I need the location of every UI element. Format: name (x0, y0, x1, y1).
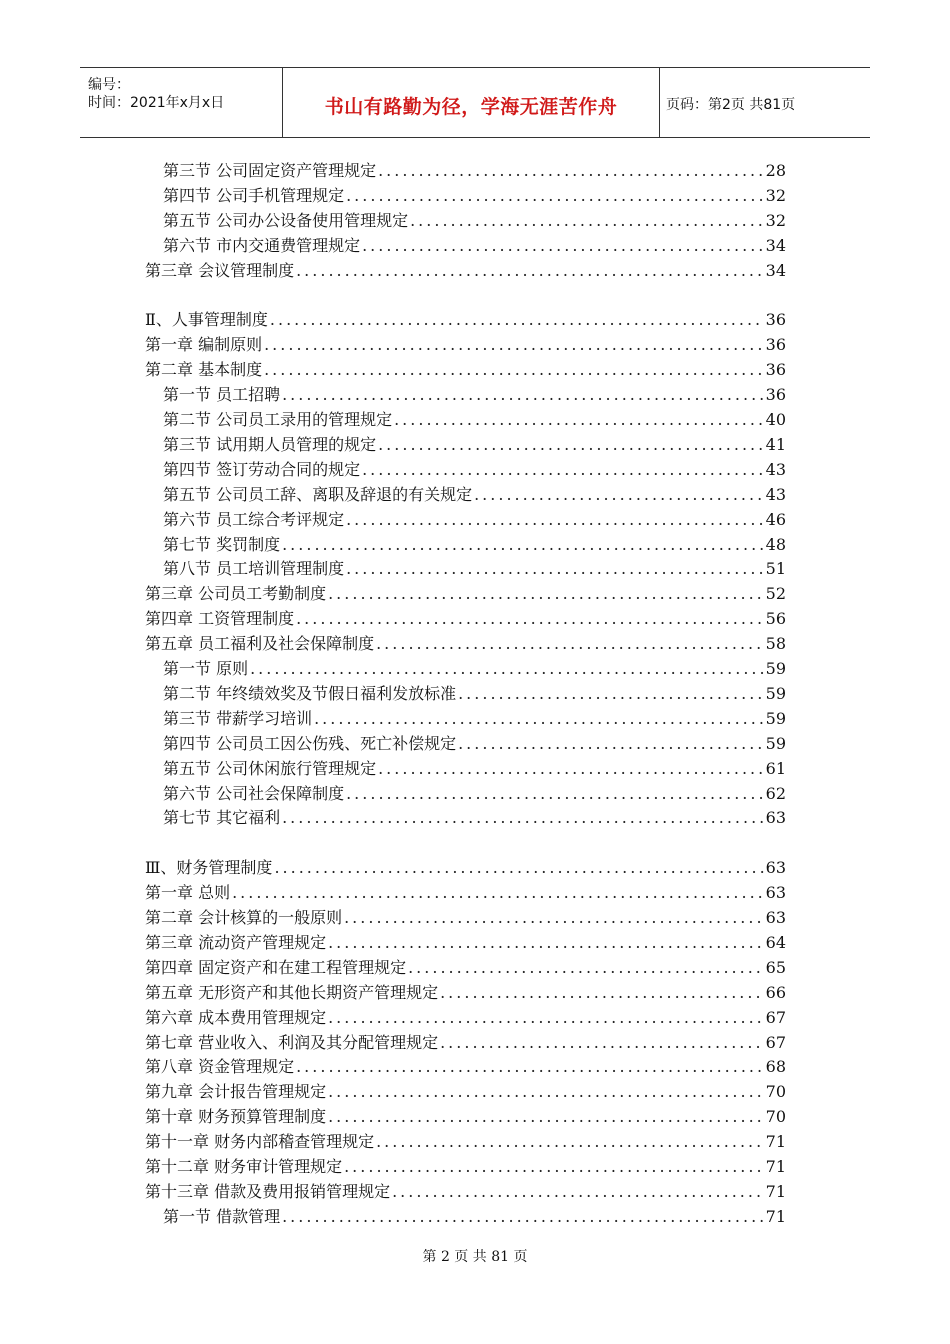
toc-dot-leader (362, 457, 764, 482)
toc-dot-leader (328, 1104, 764, 1129)
toc-dot-leader (346, 781, 764, 806)
toc-entry-page: 70 (765, 1082, 786, 1102)
motto-text: 书山有路勤为径，学海无涯苦作舟 (324, 96, 618, 118)
toc-entry-page: 43 (765, 484, 786, 504)
toc-entry-page: 36 (765, 310, 786, 330)
toc-entry[interactable] (163, 556, 786, 581)
toc-entry[interactable] (145, 1179, 786, 1204)
toc-dot-leader (296, 1054, 764, 1079)
toc-entry[interactable] (145, 880, 786, 905)
toc-dot-leader (328, 1005, 764, 1030)
toc-entry-title: 第一节 原则 (163, 659, 249, 678)
toc-entry-title: 第三节 试用期人员管理的规定 (163, 434, 377, 454)
toc-dot-leader (378, 158, 764, 183)
toc-entry-title: 第五节 公司办公设备使用管理规定 (163, 210, 409, 230)
toc-entry[interactable] (145, 1154, 786, 1179)
toc-entry[interactable] (163, 706, 786, 731)
toc-entry-title: 第十章 财务预算管理制度 (145, 1107, 327, 1127)
toc-entry-title: Ⅱ、人事管理制度 (145, 310, 268, 330)
toc-entry[interactable] (163, 183, 786, 208)
toc-entry-page: 59 (765, 708, 786, 728)
toc-entry-title: 第三章 公司员工考勤制度 (145, 584, 327, 604)
number-label: 编号： (88, 77, 130, 93)
toc-entry-title: 第六节 员工综合考评规定 (163, 509, 345, 529)
toc-dot-leader (296, 258, 764, 283)
toc-entry-title: 第八节 员工培训管理制度 (163, 559, 345, 579)
toc-dot-leader (474, 482, 764, 507)
toc-dot-leader (328, 581, 764, 606)
toc-entry-page: 32 (765, 210, 786, 230)
toc-entry-title: 第五章 员工福利及社会保障制度 (145, 634, 375, 654)
toc-entry-page: 67 (765, 1032, 786, 1052)
toc-entry-page: 52 (765, 584, 786, 604)
toc-entry-title: 第九章 会计报告管理规定 (145, 1082, 327, 1102)
toc-entry-page: 36 (765, 360, 786, 380)
toc-entry-page: 68 (765, 1057, 786, 1077)
toc-entry[interactable] (145, 357, 786, 382)
toc-dot-leader (274, 855, 763, 880)
toc-entry-title: 第十二章 财务审计管理规定 (145, 1157, 343, 1176)
toc-entry-page: 63 (765, 808, 786, 828)
toc-entry[interactable] (145, 905, 786, 930)
toc-entry[interactable] (163, 432, 786, 457)
toc-entry[interactable] (145, 1030, 786, 1055)
toc-entry[interactable] (145, 980, 786, 1005)
toc-entry-page: 71 (765, 1157, 786, 1176)
toc-entry[interactable] (145, 307, 786, 332)
header-meta-cell (80, 68, 283, 137)
toc-entry-title: 第五节 公司员工辞、离职及辞退的有关规定 (163, 484, 473, 504)
toc-dot-leader (440, 980, 764, 1005)
toc-entry-page: 34 (765, 260, 786, 280)
toc-dot-leader (296, 606, 764, 631)
toc-entry[interactable] (163, 208, 786, 233)
toc-entry[interactable] (163, 805, 786, 830)
toc-dot-leader (440, 1030, 764, 1055)
toc-entry-title: 第二节 年终绩效奖及节假日福利发放标准 (163, 683, 457, 703)
toc-entry[interactable] (163, 681, 786, 706)
toc-dot-leader (232, 880, 764, 905)
toc-entry-title: 第四章 工资管理制度 (145, 609, 295, 629)
toc-entry-page: 59 (765, 733, 786, 753)
toc-entry[interactable] (163, 382, 786, 407)
toc-dot-leader (328, 930, 764, 955)
toc-entry-title: 第三节 公司固定资产管理规定 (163, 161, 377, 180)
toc-entry[interactable] (163, 407, 786, 432)
toc-dot-leader (362, 233, 764, 258)
toc-entry-title: 第一章 编制原则 (145, 335, 263, 355)
toc-entry-title: 第三章 流动资产管理规定 (145, 932, 327, 952)
toc-entry[interactable] (145, 258, 786, 283)
page-footer: 第 2 页 共 81 页 (422, 1249, 528, 1265)
toc-dot-leader (378, 432, 764, 457)
toc-entry-title: 第一节 员工招聘 (163, 385, 281, 405)
date-label: 时间：2021年x月x日 (88, 95, 225, 111)
toc-entry-title: 第六章 成本费用管理规定 (145, 1007, 327, 1027)
toc-entry[interactable] (163, 781, 786, 806)
toc-entry[interactable] (145, 855, 786, 880)
toc-entry-page: 65 (765, 957, 786, 977)
toc-dot-leader (346, 507, 764, 532)
toc-dot-leader (408, 955, 764, 980)
toc-entry-title: 第六节 市内交通费管理规定 (163, 235, 361, 255)
toc-entry[interactable] (145, 1054, 786, 1079)
toc-entry-title: 第二章 基本制度 (145, 360, 263, 380)
toc-entry-page: 64 (765, 932, 786, 952)
toc-entry-title: 第二章 会计核算的一般原则 (145, 908, 343, 927)
toc-dot-leader (344, 905, 764, 930)
toc-dot-leader (458, 681, 764, 706)
toc-entry-page: 63 (765, 858, 786, 878)
toc-entry[interactable] (145, 332, 786, 357)
toc-entry[interactable] (163, 482, 786, 507)
header-page-cell (660, 68, 870, 137)
toc-entry-page: 51 (765, 559, 786, 579)
toc-entry-page: 63 (765, 883, 786, 903)
toc-entry-title: 第四节 公司手机管理规定 (163, 185, 345, 205)
toc-entry-title: 第七节 奖罚制度 (163, 534, 281, 554)
toc-entry[interactable] (163, 731, 786, 756)
toc-entry[interactable] (163, 233, 786, 258)
toc-entry-page: 56 (765, 609, 786, 629)
toc-entry-title: 第六节 公司社会保障制度 (163, 783, 345, 803)
toc-dot-leader (264, 332, 764, 357)
toc-dot-leader (328, 1079, 764, 1104)
toc-entry[interactable] (145, 631, 786, 656)
toc-dot-leader (346, 183, 764, 208)
toc-entry-page: 41 (765, 434, 786, 454)
toc-entry[interactable] (163, 1204, 786, 1229)
toc-dot-leader (376, 1129, 764, 1154)
toc-entry[interactable] (145, 581, 786, 606)
toc-entry-page: 59 (765, 683, 786, 703)
toc-entry-title: 第四节 签订劳动合同的规定 (163, 459, 361, 479)
toc-dot-leader (344, 1154, 764, 1179)
toc-dot-leader (410, 208, 764, 233)
toc-entry[interactable] (145, 1079, 786, 1104)
toc-entry-page: 71 (765, 1181, 786, 1201)
toc-entry[interactable] (163, 457, 786, 482)
toc-entry[interactable] (163, 656, 786, 681)
toc-dot-leader (314, 706, 764, 731)
toc-entry-title: 第二节 公司员工录用的管理规定 (163, 410, 393, 429)
toc-dot-leader (282, 382, 764, 407)
page-header (80, 67, 870, 138)
toc-entry-page: 43 (765, 459, 786, 479)
toc-entry-title: 第一章 总则 (145, 883, 231, 903)
toc-entry-title: 第七节 其它福利 (163, 808, 281, 828)
toc-entry-title: 第四章 固定资产和在建工程管理规定 (145, 957, 407, 977)
toc-entry-page: 28 (765, 161, 786, 180)
toc-entry[interactable] (145, 930, 786, 955)
toc-entry[interactable] (145, 1104, 786, 1129)
toc-dot-leader (346, 556, 764, 581)
toc-entry-page: 46 (765, 509, 786, 529)
toc-entry-page: 58 (765, 634, 786, 654)
toc-entry-page: 66 (765, 982, 786, 1002)
toc-dot-leader (282, 532, 764, 557)
toc-entry-title: 第五节 公司休闲旅行管理规定 (163, 758, 377, 778)
toc-entry-page: 36 (765, 385, 786, 405)
toc-entry-page: 70 (765, 1107, 786, 1127)
toc-dot-leader (392, 1179, 764, 1204)
toc-entry-title: 第四节 公司员工因公伤残、死亡补偿规定 (163, 733, 457, 753)
toc-entry-page: 71 (765, 1132, 786, 1152)
toc-entry[interactable] (163, 158, 786, 183)
page-info: 页码：第2页 共81页 (666, 97, 796, 113)
toc-entry-page: 59 (765, 659, 786, 678)
toc-entry[interactable] (163, 532, 786, 557)
toc-entry-title: 第五章 无形资产和其他长期资产管理规定 (145, 982, 439, 1002)
toc-dot-leader (270, 307, 764, 332)
toc-entry-page: 48 (765, 534, 786, 554)
toc-entry-title: 第十三章 借款及费用报销管理规定 (145, 1181, 391, 1201)
toc-entry-page: 67 (765, 1007, 786, 1027)
toc-dot-leader (394, 407, 764, 432)
toc-entry[interactable] (145, 606, 786, 631)
toc-entry[interactable] (145, 1005, 786, 1030)
toc-dot-leader (378, 756, 764, 781)
toc-entry-page: 62 (765, 783, 786, 803)
toc-dot-leader (250, 656, 764, 681)
toc-entry[interactable] (163, 756, 786, 781)
toc-entry-title: 第三节 带薪学习培训 (163, 708, 313, 728)
toc-entry-title: 第一节 借款管理 (163, 1206, 281, 1226)
toc-entry-title: 第七章 营业收入、利润及其分配管理规定 (145, 1032, 439, 1052)
toc-dot-leader (282, 805, 764, 830)
toc-entry-page: 34 (765, 235, 786, 255)
toc-dot-leader (282, 1204, 764, 1229)
toc-entry-page: 36 (765, 335, 786, 355)
toc-entry-title: 第八章 资金管理规定 (145, 1057, 295, 1077)
toc-dot-leader (376, 631, 764, 656)
toc-entry[interactable] (145, 955, 786, 980)
toc-entry-title: 第十一章 财务内部稽查管理规定 (145, 1132, 375, 1152)
toc-entry-title: 第三章 会议管理制度 (145, 260, 295, 280)
toc-entry-page: 32 (765, 185, 786, 205)
toc-entry-page: 61 (765, 758, 786, 778)
header-motto-cell (283, 68, 660, 137)
toc-dot-leader (264, 357, 764, 382)
toc-entry-page: 63 (765, 908, 786, 927)
toc-entry-page: 40 (765, 410, 786, 429)
toc-entry[interactable] (145, 1129, 786, 1154)
toc-entry[interactable] (163, 507, 786, 532)
toc-entry-title: Ⅲ、财务管理制度 (145, 858, 273, 878)
toc-entry-page: 71 (765, 1206, 786, 1226)
toc-dot-leader (458, 731, 764, 756)
